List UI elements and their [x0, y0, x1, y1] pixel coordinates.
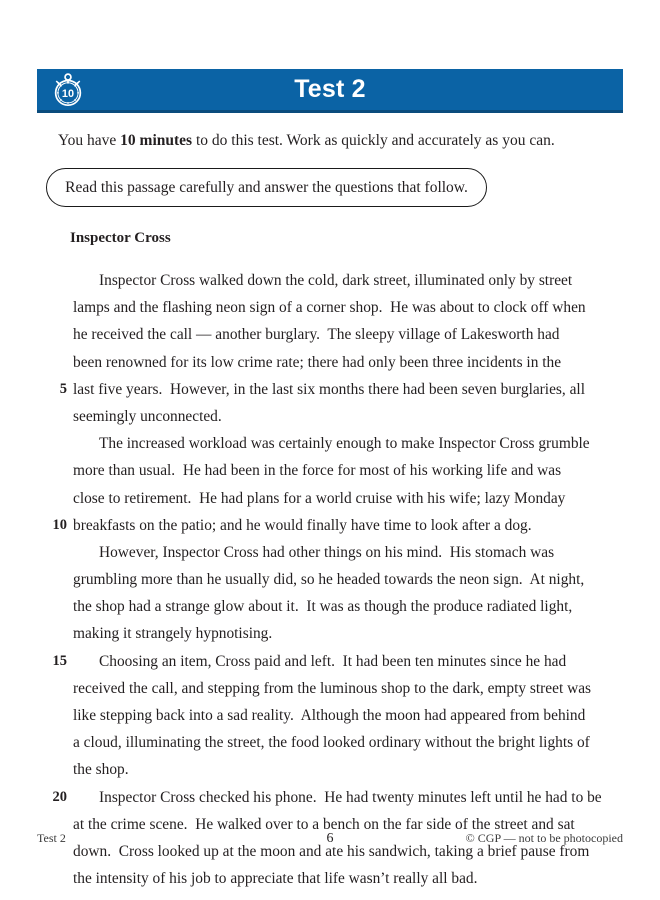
passage-line-text: last five years. However, in the last six months there had been seven burglaries, all: [73, 380, 585, 398]
passage-line: [37, 729, 623, 756]
passage-line-text: been renowned for its low crime rate; there had only been three incidents in the: [73, 353, 562, 371]
passage-line-text: more than usual. He had been in the force for most of his working life and was: [73, 462, 562, 480]
passage-body: [37, 267, 623, 892]
passage-line-text: at the crime scene. He walked over to a bench on the far side of the street and sat: [73, 815, 575, 833]
passage-line: [37, 485, 623, 512]
passage-line: [37, 403, 623, 430]
passage-line-number: 10: [52, 516, 67, 533]
passage-line-text: the intensity of his job to appreciate that life wasn’t really all bad.: [73, 870, 478, 888]
passage-line-text: close to retirement. He had plans for a world cruise with his wife; lazy Monday: [73, 489, 566, 507]
passage-line: [37, 294, 623, 321]
passage-line-text: The increased workload was certainly enough to make Inspector Cross grumble: [99, 435, 590, 453]
timing-instruction-before: You have: [58, 132, 121, 149]
test-header-banner: [37, 69, 623, 113]
passage-line: [37, 620, 623, 647]
passage-line: [37, 784, 623, 811]
passage-line-text: Inspector Cross checked his phone. He had twenty minutes left until he had to be: [99, 788, 602, 806]
passage-line-text: the shop had a strange glow about it. It was as though the produce radiated light,: [73, 598, 573, 616]
passage-line: [37, 321, 623, 348]
passage-line: [37, 512, 623, 539]
passage-title: Inspector Cross: [70, 230, 171, 246]
footer-copyright: © CGP — not to be photocopied: [465, 831, 623, 845]
stopwatch-minutes-label: 10: [61, 87, 75, 100]
passage-line-text: lamps and the flashing neon sign of a corner shop. He was about to clock off when: [73, 299, 586, 317]
passage-line: [37, 376, 623, 403]
timing-instruction: [58, 131, 618, 151]
passage-line-text: seemingly unconnected.: [73, 407, 222, 425]
footer-test-label: Test 2: [37, 831, 66, 845]
footer-page-number: 6: [326, 831, 334, 846]
passage-line-text: the shop.: [73, 761, 129, 779]
passage-line-text: Inspector Cross walked down the cold, dark street, illuminated only by street: [99, 272, 573, 289]
passage-line: [37, 756, 623, 783]
passage-line: [37, 593, 623, 620]
page-footer: [37, 831, 623, 849]
passage-line: [37, 702, 623, 729]
passage-line-text: received the call, and stepping from the luminous shop to the dark, empty street was: [73, 679, 592, 697]
passage-line: [37, 675, 623, 702]
timing-instruction-after: to do this test. Work as quickly and accurately as you can.: [192, 132, 555, 149]
passage-line-number: 15: [52, 652, 67, 669]
passage-line-text: a cloud, illuminating the street, the food looked ordinary without the bright lights of: [73, 734, 590, 752]
passage-line-text: like stepping back into a sad reality. Although the moon had appeared from behind: [73, 707, 586, 724]
passage-line-text: Choosing an item, Cross paid and left. It had been ten minutes since he had: [99, 652, 567, 670]
timing-instruction-duration: 10 minutes: [120, 132, 193, 149]
passage-line-number: 5: [59, 380, 67, 397]
passage-line-text: making it strangely hypnotising.: [73, 625, 273, 643]
passage-line: [37, 267, 623, 294]
passage-line-text: However, Inspector Cross had other things on his mind. His stomach was: [99, 543, 555, 561]
passage-line: [37, 566, 623, 593]
reading-directive-box: [46, 168, 487, 207]
page-title: Test 2: [294, 74, 366, 103]
passage-line-text: grumbling more than he usually did, so he headed towards the neon sign. At night,: [73, 571, 585, 589]
passage-line-number: 20: [52, 788, 67, 805]
passage-line: [37, 430, 623, 457]
passage-line: [37, 539, 623, 566]
passage-line: [37, 349, 623, 376]
passage-line: [37, 648, 623, 675]
reading-directive-text: Read this passage carefully and answer the questions that follow.: [65, 178, 468, 196]
passage-line: [37, 457, 623, 484]
passage-line-text: down. Cross looked up at the moon and ate his sandwich, taking a brief pause from: [73, 842, 590, 860]
passage-line-text: he received the call — another burglary. The sleepy village of Lakesworth had: [73, 326, 560, 344]
passage-line: [37, 865, 623, 892]
passage-line-text: breakfasts on the patio; and he would finally have time to look after a dog.: [73, 516, 532, 534]
